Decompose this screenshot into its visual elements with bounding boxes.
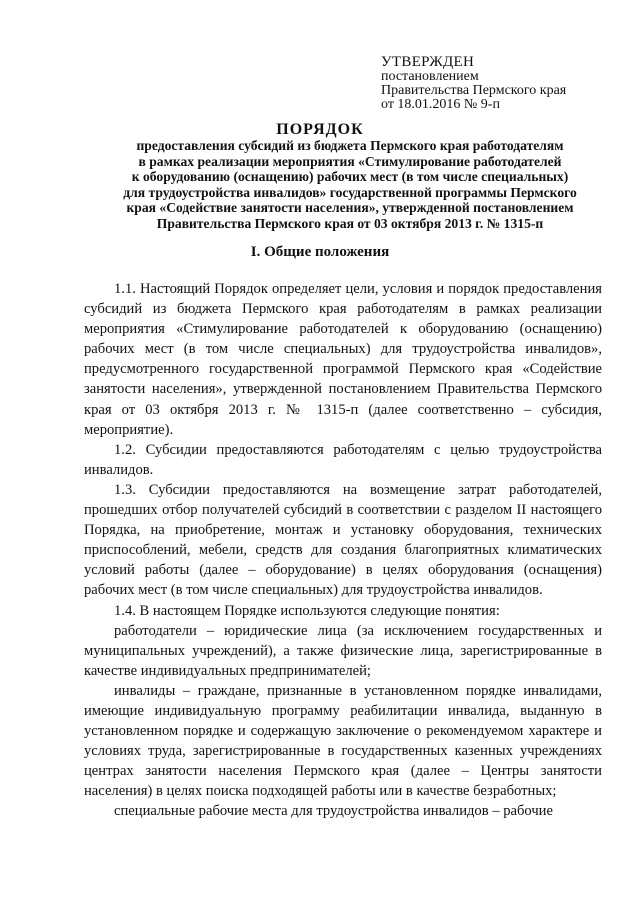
paragraph-1-4: 1.4. В настоящем Порядке используются следующие понятия: [114, 602, 500, 619]
definition-special-workplaces: специальные рабочие места для трудоустройства инвалидов – рабочие [114, 803, 553, 820]
subtitle-line: в рамках реализации мероприятия «Стимулирование работодателей [138, 153, 562, 169]
paragraph-1-1: 1.1. Настоящий Порядок определяет цели, условия и порядок предоставления субсидий из бюджета Пермского края работодателям в рамках реализации мероприятия «Стимулирование работодателей к оборудованию (оснащению) рабочих мест (в том числе специальных) для трудоустройства инвалидов», предусмотренного государственной программой Пермского края «Содействие занятости населения», утвержденной постановлением Правительства Пермского края от 03 октября 2013 г. № 1315-п (далее соответственно – субсидия, мероприятие). [84, 281, 602, 438]
document-title: ПОРЯДОК [276, 121, 364, 138]
definition-disabled: инвалиды – граждане, признанные в установленном порядке инвалидами, имеющие индивидуальную программу реабилитации инвалида, выданную в установленном порядке и содержащую заключение о рекомендуемом характере и условиях труда, зарегистрированные в государственных казенных учреждениях центрах занятости населения Пермского края (далее – Центры занятости населения) в целях поиска подходящей работы или в качестве безработных; [84, 682, 602, 800]
approval-stamp [381, 55, 566, 112]
subtitle-line: края «Содействие занятости населения», утвержденной постановлением [126, 200, 574, 215]
approval-line-2: Правительства Пермского края [381, 83, 567, 98]
paragraph-1-2: 1.2. Субсидии предоставляются работодателям с целью трудоустройства инвалидов. [84, 441, 602, 478]
definition-employers: работодатели – юридические лица (за исключением государственных и муниципальных учреждений), а также физические лица, зарегистрированные в качестве индивидуальных предпринимателей; [84, 622, 602, 679]
section-heading: I. Общие положения [250, 244, 390, 260]
document-subtitle [95, 138, 605, 231]
subtitle-line: для трудоустройства инвалидов» государственной программы Пермского [123, 184, 577, 200]
subtitle-line: предоставления субсидий из бюджета Пермского края работодателям [136, 138, 564, 153]
approval-line-1: постановлением [381, 69, 479, 84]
approval-line-3: от 18.01.2016 № 9-п [381, 97, 500, 112]
document-body [84, 279, 602, 822]
subtitle-line: Правительства Пермского края от 03 октября 2013 г. № 1315-п [156, 215, 544, 231]
subtitle-line: к оборудованию (оснащению) рабочих мест (в том числе специальных) [131, 169, 569, 184]
approval-approved: УТВЕРЖДЕН [381, 54, 475, 70]
paragraph-1-3: 1.3. Субсидии предоставляются на возмещение затрат работодателей, прошедших отбор получателей субсидий в соответствии с разделом II настоящего Порядка, на приобретение, монтаж и установку оборудования, технических приспособлений, мебели, средств для создания благоприятных климатических условий работы (далее – оборудование) в целях оборудования (оснащения) рабочих мест (в том числе специальных) для трудоустройства инвалидов. [84, 481, 602, 599]
